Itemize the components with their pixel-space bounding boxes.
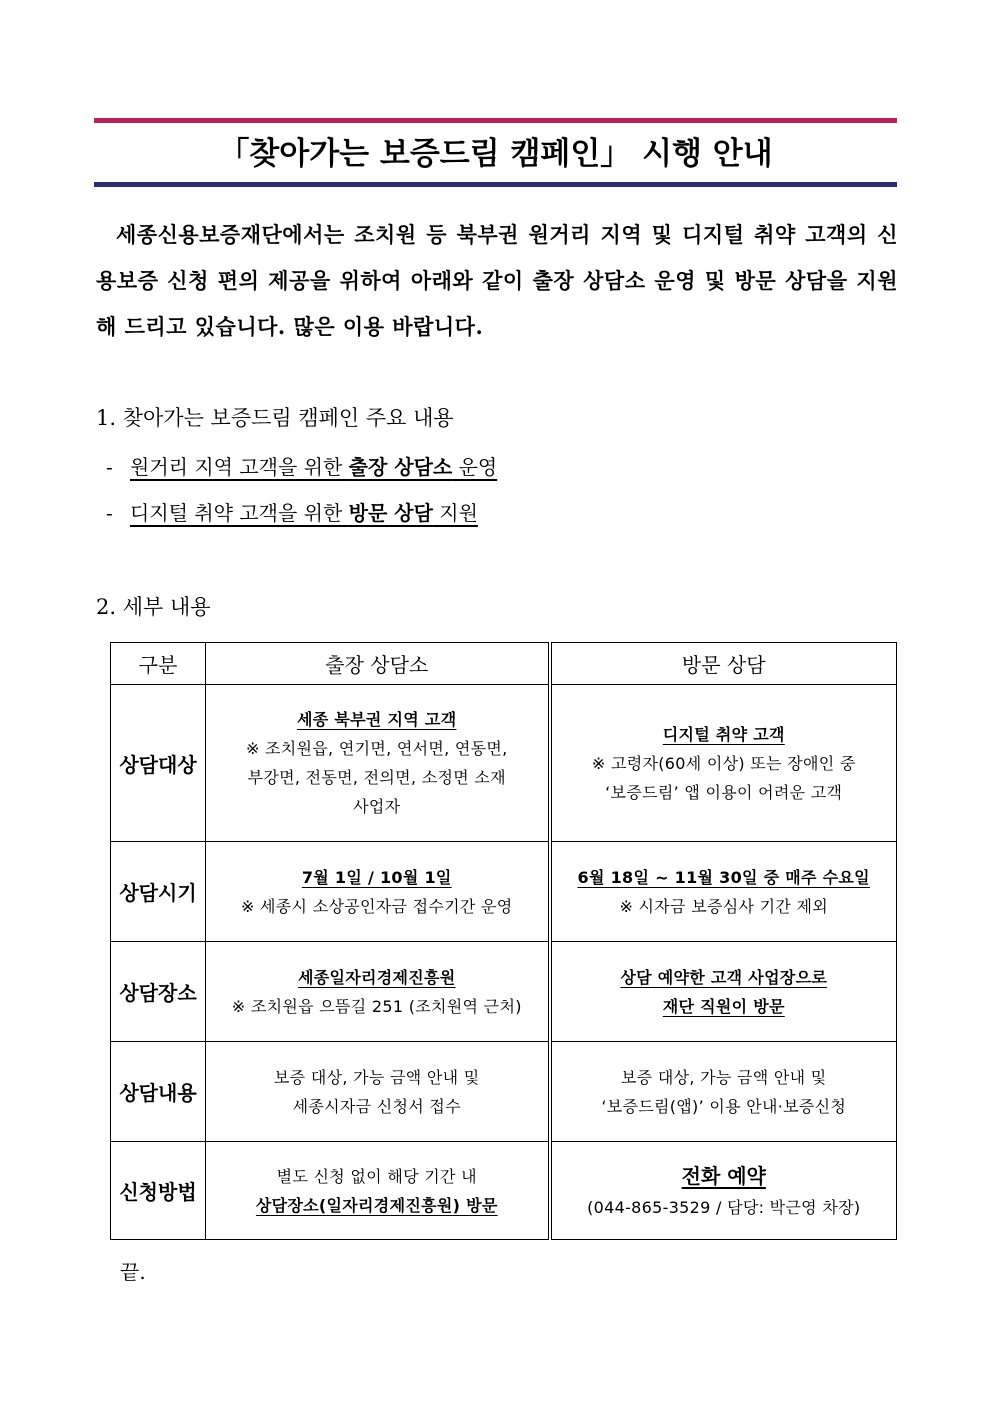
cell-line: 사업자 [353, 797, 401, 816]
cell-line: ※ 고령자(60세 이상) 또는 장애인 중 [591, 753, 856, 773]
row-cell-office [206, 1042, 550, 1142]
row-label: 신청방법 [111, 1142, 206, 1240]
section2-heading: 2. 세부 내용 [96, 595, 211, 619]
table-row [111, 1042, 897, 1142]
title-bottom-rule [94, 182, 897, 187]
bullet-dash: - [106, 501, 113, 525]
bullet-text-pre: 디지털 취약 고객을 위한 [130, 501, 349, 525]
bullet-item [106, 452, 497, 482]
cell-line: ‘보증드림(앱)’ 이용 안내·보증신청 [601, 1096, 847, 1116]
bullet-text-post: 운영 [452, 455, 498, 479]
phone-reservation-label: 전화 예약 [681, 1164, 766, 1188]
cell-line: 재단 직원이 방문 [662, 996, 785, 1016]
header-field-office: 출장 상담소 [206, 643, 550, 685]
cell-line: 보증 대상, 가능 금액 안내 및 [273, 1067, 480, 1087]
bullet-text-bold: 출장 상담소 [348, 455, 453, 479]
bullet-text [130, 501, 478, 525]
cell-line: 상담장소(일자리경제진흥원) 방문 [255, 1195, 498, 1215]
table-row [111, 842, 897, 942]
bullet-text-post: 지원 [432, 501, 478, 525]
intro-paragraph: 세종신용보증재단에서는 조치원 등 북부권 원거리 지역 및 디지털 취약 고객의 신용보증 신청 편의 제공을 위하여 아래와 같이 출장 상담소 운영 및 방문 상담을 지원해 드리고 있습니다. 많은 이용 바랍니다. [96, 222, 898, 339]
cell-line: 별도 신청 없이 해당 기간 내 [276, 1166, 477, 1186]
title-top-rule [94, 118, 897, 123]
header-visit-consult: 방문 상담 [550, 643, 897, 685]
row-cell-visit [550, 1142, 897, 1240]
cell-line: ‘보증드림’ 앱 이용이 어려운 고객 [605, 782, 843, 802]
table-header-row [111, 643, 897, 685]
page-title: 「찾아가는 보증드림 캠페인」 시행 안내 [218, 136, 773, 172]
cell-line: 보증 대상, 가능 금액 안내 및 [620, 1067, 827, 1087]
row-cell-office [206, 685, 550, 842]
cell-line: 세종시자금 신청서 접수 [292, 1096, 461, 1116]
detail-table [110, 642, 897, 1240]
bullet-dash: - [106, 455, 113, 479]
bullet-item [106, 498, 478, 528]
cell-line: ※ 조치원읍 으뜸길 251 (조치원역 근처) [231, 996, 522, 1016]
row-cell-office [206, 942, 550, 1042]
cell-line: (044-865-3529 / 담당: 박근영 차장) [587, 1198, 861, 1217]
cell-line: ※ 조치원읍, 연기면, 연서면, 연동면, [245, 739, 508, 758]
section1-heading: 1. 찾아가는 보증드림 캠페인 주요 내용 [96, 406, 454, 430]
header-category: 구분 [111, 643, 206, 685]
end-mark: 끝. [120, 1260, 146, 1284]
table-row [111, 685, 897, 842]
row-cell-visit [550, 1042, 897, 1142]
row-cell-office [206, 1142, 550, 1240]
cell-line: 디지털 취약 고객 [662, 724, 785, 744]
row-cell-visit [550, 842, 897, 942]
cell-line: 7월 1일 / 10월 1일 [301, 867, 452, 887]
bullet-text [130, 455, 497, 479]
row-label: 상담시기 [111, 842, 206, 942]
row-cell-visit [550, 685, 897, 842]
row-label: 상담내용 [111, 1042, 206, 1142]
table-row [111, 942, 897, 1042]
cell-line: 세종일자리경제진흥원 [297, 967, 456, 987]
cell-line: 상담 예약한 고객 사업장으로 [620, 967, 828, 987]
cell-line: 6월 18일 ~ 11월 30일 중 매주 수요일 [577, 867, 870, 887]
table-row [111, 1142, 897, 1240]
bullet-text-pre: 원거리 지역 고객을 위한 [130, 455, 349, 479]
cell-line: 부강면, 전동면, 전의면, 소정면 소재 [247, 768, 506, 787]
row-label: 상담대상 [111, 685, 206, 842]
row-cell-office [206, 842, 550, 942]
row-label: 상담장소 [111, 942, 206, 1042]
bullet-text-bold: 방문 상담 [348, 501, 433, 525]
cell-line: ※ 시자금 보증심사 기간 제외 [619, 896, 829, 916]
cell-line: 세종 북부권 지역 고객 [297, 710, 457, 729]
row-cell-visit [550, 942, 897, 1042]
cell-line: ※ 세종시 소상공인자금 접수기간 운영 [240, 896, 513, 916]
